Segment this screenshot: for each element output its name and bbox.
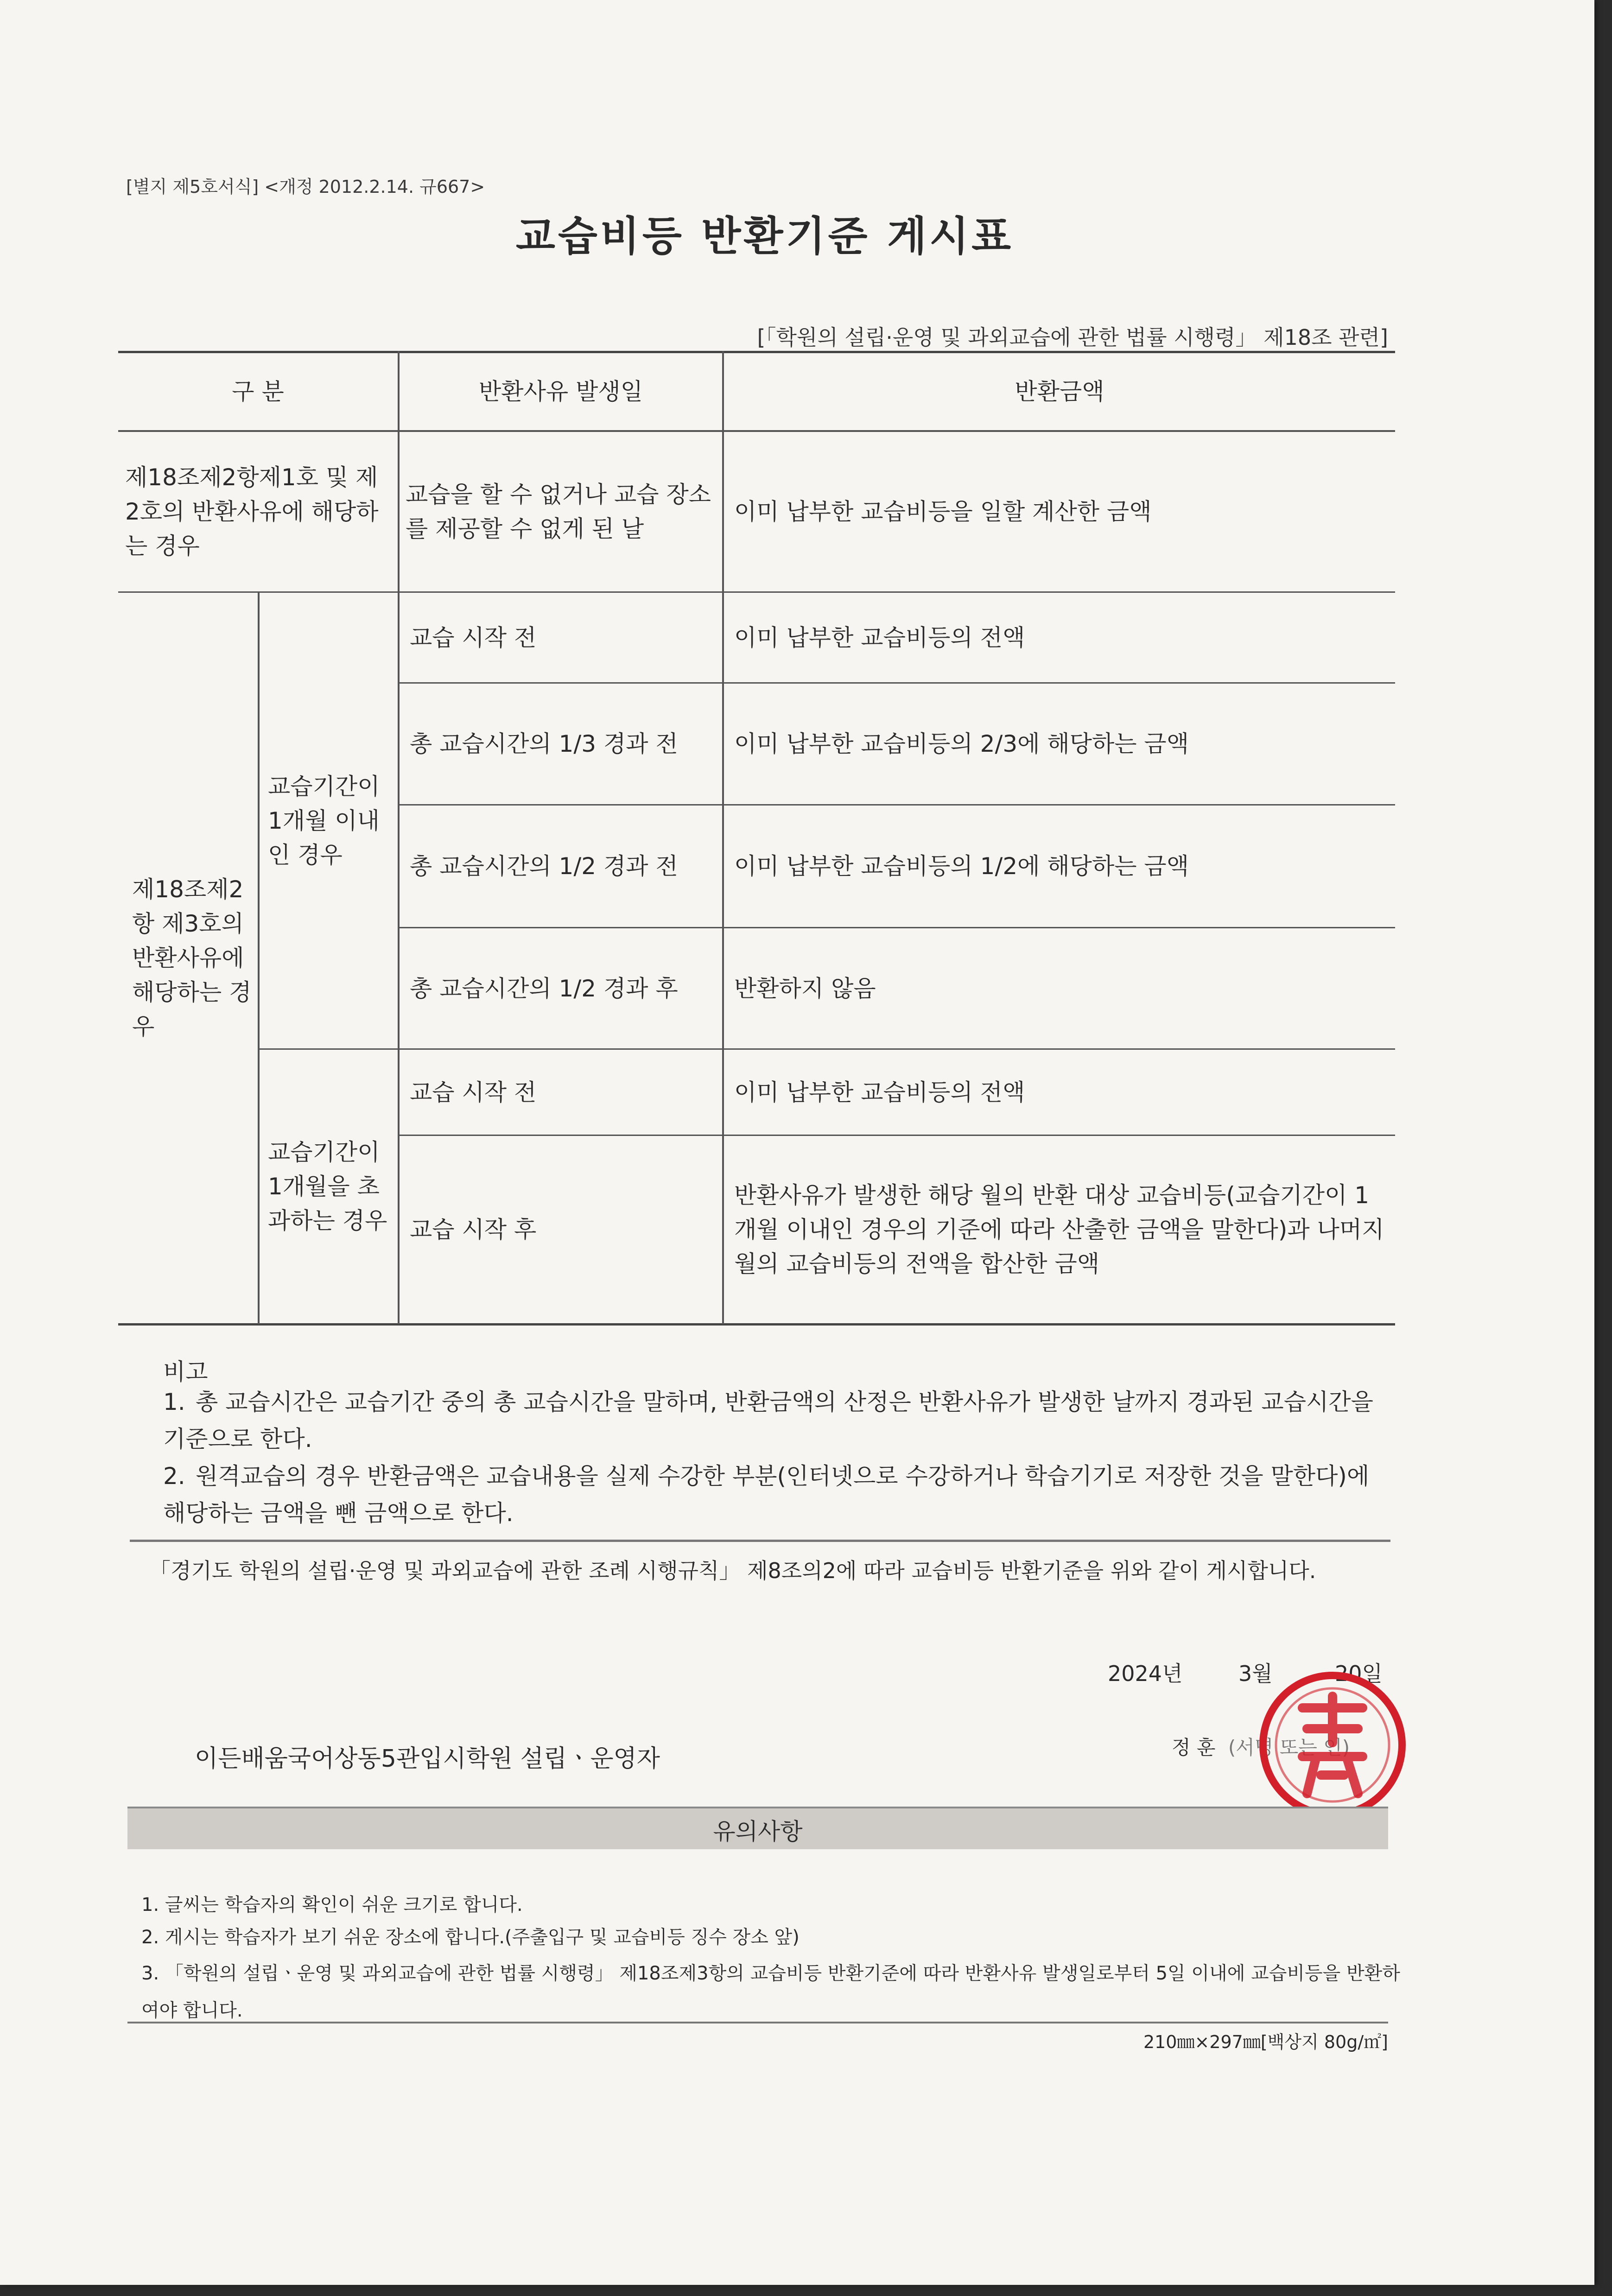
operator-name: 이든배움국어상동5관입시학원 설립ㆍ운영자: [195, 1745, 660, 1773]
date-month: 3월: [1238, 1661, 1273, 1686]
header-refund-amount: 반환금액: [1015, 378, 1104, 405]
caution-item: [141, 1955, 1402, 2029]
statement-divider: [130, 1540, 1390, 1542]
subgroup-within-one-month: 교습기간이 1개월 이내인 경우: [268, 773, 380, 869]
column-rule: [258, 591, 260, 1324]
row1-reason-date: 교습을 할 수 없거나 교습 장소를 제공할 수 없게 된 날: [406, 481, 711, 542]
form-identifier: [별지 제5호서식] <개정 2012.2.14. 규667>: [126, 177, 485, 197]
caution-title: 유의사항: [713, 1818, 803, 1845]
row1-category: 제18조제2항제1호 및 제2호의 반환사유에 해당하는 경우: [125, 464, 379, 559]
note-number: 2.: [163, 1463, 185, 1490]
within-row4-reason-date: 총 교습시간의 1/2 경과 후: [410, 975, 678, 1002]
table-bottom-rule: [118, 1323, 1395, 1326]
caution-number: 1.: [141, 1894, 159, 1915]
caution-bottom-rule: [127, 2022, 1388, 2023]
notes-title: 비고: [163, 1358, 208, 1385]
within-row3-amount: 이미 납부한 교습비등의 1/2에 해당하는 금액: [734, 853, 1189, 880]
within-row3-reason-date: 총 교습시간의 1/2 경과 전: [410, 853, 678, 880]
within-row2-amount: 이미 납부한 교습비등의 2/3에 해당하는 금액: [734, 730, 1189, 757]
note-text: 총 교습시간은 교습기간 중의 총 교습시간을 말하며, 반환금액의 산정은 반환사유가 발생한 날까지 경과된 교습시간을 기준으로 한다.: [163, 1389, 1373, 1452]
note-number: 1.: [163, 1389, 185, 1415]
note-item: [163, 1383, 1387, 1458]
within-row1-reason-date: 교습 시작 전: [410, 624, 537, 651]
caution-item: [141, 1922, 800, 1949]
over-row1-amount: 이미 납부한 교습비등의 전액: [734, 1078, 1025, 1106]
document-title: 교습비등 반환기준 게시표: [515, 212, 1014, 260]
note-item: [163, 1458, 1387, 1532]
header-reason-date: 반환사유 발생일: [479, 378, 643, 405]
caution-number: 3.: [141, 1963, 159, 1984]
red-seal-stamp: [1251, 1664, 1414, 1826]
caution-item: [141, 1890, 523, 1916]
header-category: 구 분: [232, 378, 284, 405]
over-row1-reason-date: 교습 시작 전: [410, 1078, 537, 1106]
signature-caption: (서명 또는 인): [1228, 1736, 1350, 1759]
legal-reference: [「학원의 설립·운영 및 과외교습에 관한 법률 시행령」 제18조 관련]: [757, 325, 1388, 350]
caution-number: 2.: [141, 1927, 159, 1948]
posting-statement: 「경기도 학원의 설립·운영 및 과외교습에 관한 조례 시행규칙」 제8조의2에 따라 교습비등 반환기준을 위와 같이 게시합니다.: [149, 1558, 1316, 1583]
caution-text: 게시는 학습자가 보기 쉬운 장소에 합니다.(주출입구 및 교습비등 징수 장소 앞): [165, 1927, 800, 1948]
paper-size-spec: 210㎜×297㎜[백상지 80g/㎡]: [1143, 2032, 1388, 2052]
date-day: 20일: [1335, 1661, 1383, 1686]
over-row2-reason-date: 교습 시작 후: [410, 1216, 537, 1243]
row1-amount: 이미 납부한 교습비등을 일할 계산한 금액: [734, 498, 1152, 525]
note-text: 원격교습의 경우 반환금액은 교습내용을 실제 수강한 부분(인터넷으로 수강하거나 학습기기로 저장한 것을 말한다)에 해당하는 금액을 뺀 금액으로 한다.: [163, 1463, 1370, 1527]
caution-text: 「학원의 설립ㆍ운영 및 과외교습에 관한 법률 시행령」 제18조제3항의 교습비등 반환기준에 따라 반환사유 발생일로부터 5일 이내에 교습비등을 반환하여야 합니다.: [141, 1963, 1400, 2021]
group2-category: 제18조제2항 제3호의 반환사유에 해당하는 경우: [132, 876, 252, 1040]
within-row2-reason-date: 총 교습시간의 1/3 경과 전: [410, 730, 678, 757]
over-row2-amount: 반환사유가 발생한 해당 월의 반환 대상 교습비등(교습기간이 1개월 이내인 경우의 기준에 따라 산출한 금액을 말한다)과 나머지 월의 교습비등의 전액을 합산한 금액: [734, 1182, 1384, 1277]
date-year: 2024년: [1108, 1661, 1183, 1686]
signer-name: 정 훈: [1172, 1736, 1216, 1759]
subgroup-over-one-month: 교습기간이 1개월을 초과하는 경우: [268, 1139, 387, 1234]
caution-text: 글씨는 학습자의 확인이 쉬운 크기로 합니다.: [165, 1894, 523, 1915]
within-row4-amount: 반환하지 않음: [734, 975, 876, 1002]
within-row1-amount: 이미 납부한 교습비등의 전액: [734, 624, 1025, 651]
